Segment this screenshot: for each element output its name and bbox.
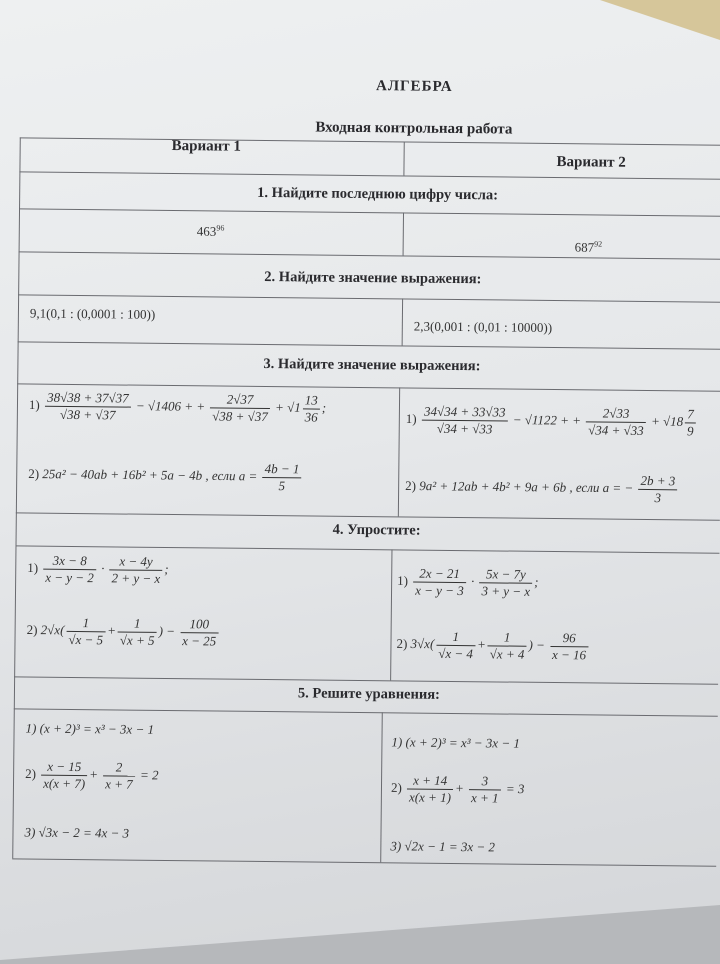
variant-2-header: Вариант 2 — [556, 154, 626, 171]
table-row-divider — [14, 676, 718, 684]
s3-v2-problem-2: 2) 9a² + 12ab + 4b² + 9a + 6b , если a = − $\frac{2b + 3}{3}$ — [405, 472, 676, 506]
page-subtitle: Входная контрольная работа — [315, 119, 513, 138]
section-4-heading: 4. Упростите: — [332, 521, 421, 539]
s5-v1-problem-1: 1) (x + 2)³ = x³ − 3x − 1 — [25, 720, 155, 737]
s3-v1-problem-2: 2) 25a² − 40ab + 16b² + 5a − 4b , если a = $\frac{4b - 1}{5}$ — [28, 460, 300, 494]
column-divider — [380, 712, 383, 862]
s5-v2-problem-1: 1) (x + 2)³ = x³ − 3x − 1 — [391, 734, 520, 751]
s5-v2-problem-3: 3) √2x − 1 = 3x − 2 — [390, 838, 496, 855]
s1-v2-number: $687^{92}$ — [574, 239, 603, 255]
s5-v1-problem-3: 3) √3x − 2 = 4x − 3 — [24, 824, 130, 841]
table-row-divider — [19, 251, 720, 259]
s4-v1-problem-2: 2) 2√x( $\frac{1}{√x - 5}$ + $\frac{1}{√x + 5}$ ) − $\frac{100}{x - 25}$ — [26, 615, 220, 650]
s4-v2-problem-2: 2) 3√x( $\frac{1}{√x - 4}$ + $\frac{1}{√x + 4}$ ) − $\frac{96}{x - 16}$ — [396, 628, 590, 663]
section-1-heading: 1. Найдите последнюю цифру числа: — [257, 184, 499, 204]
s3-v1-problem-1: 1) $\frac{38√38 + 37√37}{√38 + √37}$ − √1406 + + $\frac{2√37}{√38 + √37}$ + √1 $\frac{13}{36}$ ; — [28, 389, 327, 425]
page-title: АЛГЕБРА — [375, 78, 453, 95]
s4-v2-problem-1: 1) $\frac{2x - 21}{x - y - 3}$ · $\frac{5x - 7y}{3 + y - x}$ ; — [397, 565, 539, 599]
table-row-divider — [15, 545, 719, 553]
s5-v1-problem-2: 2) $\frac{x - 15}{x(x + 7)}$ + $\frac{2}{x + 7}$ = 2 — [25, 758, 159, 792]
table-row-divider — [18, 294, 720, 302]
table-border-bottom — [12, 858, 716, 866]
s4-v1-problem-1: 1) $\frac{3x - 8}{x - y - 2}$ · $\frac{x - 4y}{2 + y - x}$ ; — [27, 552, 169, 586]
table-row-divider — [19, 171, 720, 179]
column-divider — [403, 212, 404, 255]
table-border-top — [20, 137, 720, 145]
table-row-divider — [14, 708, 718, 716]
column-divider — [402, 298, 403, 345]
section-5-heading: 5. Решите уравнения: — [297, 685, 441, 703]
s2-v2-expression: 2,3(0,001 : (0,01 : 10000)) — [413, 318, 553, 336]
table-row-divider — [16, 512, 720, 520]
section-2-heading: 2. Найдите значение выражения: — [264, 268, 482, 288]
table-border-left — [12, 137, 21, 858]
s1-v1-number: $463^{96}$ — [196, 223, 225, 239]
s5-v2-problem-2: 2) $\frac{x + 14}{x(x + 1)}$ + $\frac{3}{x + 1}$ = 3 — [390, 772, 525, 806]
variant-1-header: Вариант 1 — [171, 138, 242, 155]
table-row-divider — [18, 341, 720, 349]
column-divider — [390, 549, 392, 680]
column-divider — [398, 387, 400, 516]
column-divider — [403, 141, 404, 175]
section-3-heading: 3. Найдите значение выражения: — [263, 355, 481, 375]
s2-v1-expression: 9,1(0,1 : (0,0001 : 100)) — [29, 305, 156, 322]
s3-v2-problem-1: 1) $\frac{34√34 + 33√33}{√34 + √33}$ − √1122 + + $\frac{2√33}{√34 + √33}$ + √18 $\frac{7}{9}$ — [405, 403, 694, 439]
table-row-divider — [19, 208, 720, 216]
